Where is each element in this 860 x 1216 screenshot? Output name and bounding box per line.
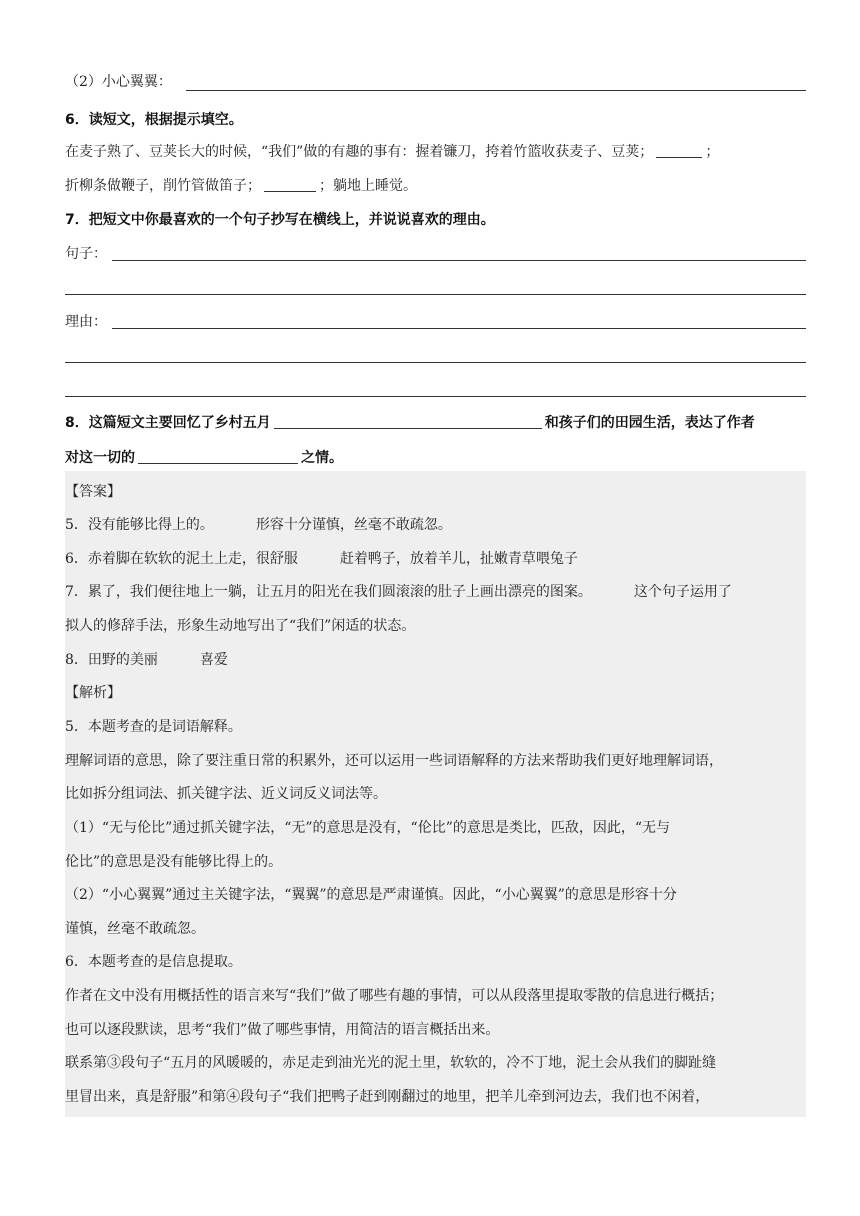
- analysis-line: 6．本题考查的是信息提取。: [65, 954, 242, 970]
- analysis-line: 谨慎，丝毫不敢疏忽。: [65, 921, 205, 937]
- analysis-line: 里冒出来，真是舒服”和第④段句子“我们把鸭子赶到刚翻过的地里，把羊儿牵到河边去，我们也不闲着，: [65, 1089, 710, 1105]
- q8-line1-end: 和孩子们的田园生活，表达了作者: [544, 415, 755, 431]
- answer-5-part2: 形容十分谨慎，丝毫不敢疏忽。: [255, 517, 452, 533]
- answer-8-part1: 8．田野的美丽: [65, 652, 158, 668]
- q8-line2: [65, 448, 343, 468]
- q7-sentence-blank-2[interactable]: [65, 294, 806, 295]
- answer-7-part2: 这个句子运用了: [633, 584, 732, 600]
- answer-7-cont: 拟人的修辞手法，形象生动地写出了“我们”闲适的状态。: [65, 618, 416, 634]
- q6-line2: [65, 176, 417, 196]
- q7-sentence-label: 句子：: [65, 246, 107, 262]
- q5-2-label: （2）小心翼翼：: [65, 74, 172, 90]
- q8-line1-text: 8．这篇短文主要回忆了乡村五月: [65, 415, 271, 431]
- answer-header: 【答案】: [65, 484, 121, 500]
- q6-line1-text: 在麦子熟了、豆荚长大的时候，“我们”做的有趣的事有：握着镰刀，挎着竹篮收获麦子、豆荚；: [65, 144, 654, 160]
- answer-5-part1: 5．没有能够比得上的。: [65, 517, 214, 533]
- q6-blank-1[interactable]: [656, 143, 702, 158]
- q6-line1-end: ；: [705, 144, 720, 160]
- answer-6-part1: 6．赤着脚在软软的泥土上走，很舒服: [65, 551, 298, 567]
- analysis-line: （1）“无与伦比”通过抓关键字法，“无”的意思是没有，“伦比”的意思是类比，匹敌，因此，“无与: [65, 820, 671, 836]
- q6-title: 6．读短文，根据提示填空。: [65, 112, 243, 128]
- q7-reason-blank-2[interactable]: [65, 362, 806, 363]
- q8-line2-end: 之情。: [301, 450, 343, 466]
- answer-6: [65, 549, 578, 569]
- q7-reason-blank-3[interactable]: [65, 396, 806, 397]
- answer-6-part2: 赶着鸭子，放着羊儿，扯嫩青草喂兔子: [339, 551, 578, 567]
- q6-line2-text: 折柳条做鞭子，削竹管做笛子；: [65, 178, 261, 194]
- analysis-line: 5．本题考查的是词语解释。: [65, 719, 242, 735]
- q7-reason-label: 理由：: [65, 314, 107, 330]
- answer-7-part1: 7．累了，我们便往地上一躺，让五月的阳光在我们圆滚滚的肚子上画出漂亮的图案。: [65, 584, 592, 600]
- answer-5: [65, 515, 452, 535]
- analysis-line: 也可以逐段默读，思考“我们”做了哪些事情，用简洁的语言概括出来。: [65, 1022, 500, 1038]
- q7-sentence-blank-1[interactable]: [112, 260, 806, 261]
- q8-line2-text: 对这一切的: [65, 450, 135, 466]
- analysis-line: 伦比”的意思是没有能够比得上的。: [65, 854, 283, 870]
- answer-8: [65, 650, 228, 670]
- q8-line1: [65, 413, 755, 433]
- q7-reason-blank-1[interactable]: [112, 328, 806, 329]
- q8-blank-1[interactable]: [274, 414, 542, 429]
- analysis-line: （2）“小心翼翼”通过主关键字法，“翼翼”的意思是严肃谨慎。因此，“小心翼翼”的意思是形容十分: [65, 887, 677, 903]
- answer-7: [65, 582, 732, 602]
- analysis-line: 比如拆分组词法、抓关键字法、近义词反义词法等。: [65, 786, 387, 802]
- q7-title: 7．把短文中你最喜欢的一个句子抄写在横线上，并说说喜欢的理由。: [65, 212, 495, 228]
- answer-8-part2: 喜爱: [199, 652, 228, 668]
- q5-2-line: [65, 72, 172, 92]
- q8-blank-2[interactable]: [138, 449, 298, 464]
- analysis-line: 联系第③段句子“五月的风暖暖的，赤足走到油光光的泥土里，软软的，冷不丁地，泥土会从我们的脚趾缝: [65, 1055, 717, 1071]
- analysis-line: 理解词语的意思，除了要注重日常的积累外，还可以运用一些词语解释的方法来帮助我们更好地理解词语，: [65, 753, 723, 769]
- q6-line2-end: ；躺地上睡觉。: [319, 178, 417, 194]
- analysis-header: 【解析】: [65, 685, 121, 701]
- q5-2-answer-blank[interactable]: [186, 90, 806, 91]
- q6-blank-2[interactable]: [264, 177, 316, 192]
- analysis-line: 作者在文中没有用概括性的语言来写“我们”做了哪些有趣的事情，可以从段落里提取零散的信息进行概括；: [65, 988, 724, 1004]
- q6-line1: [65, 142, 719, 162]
